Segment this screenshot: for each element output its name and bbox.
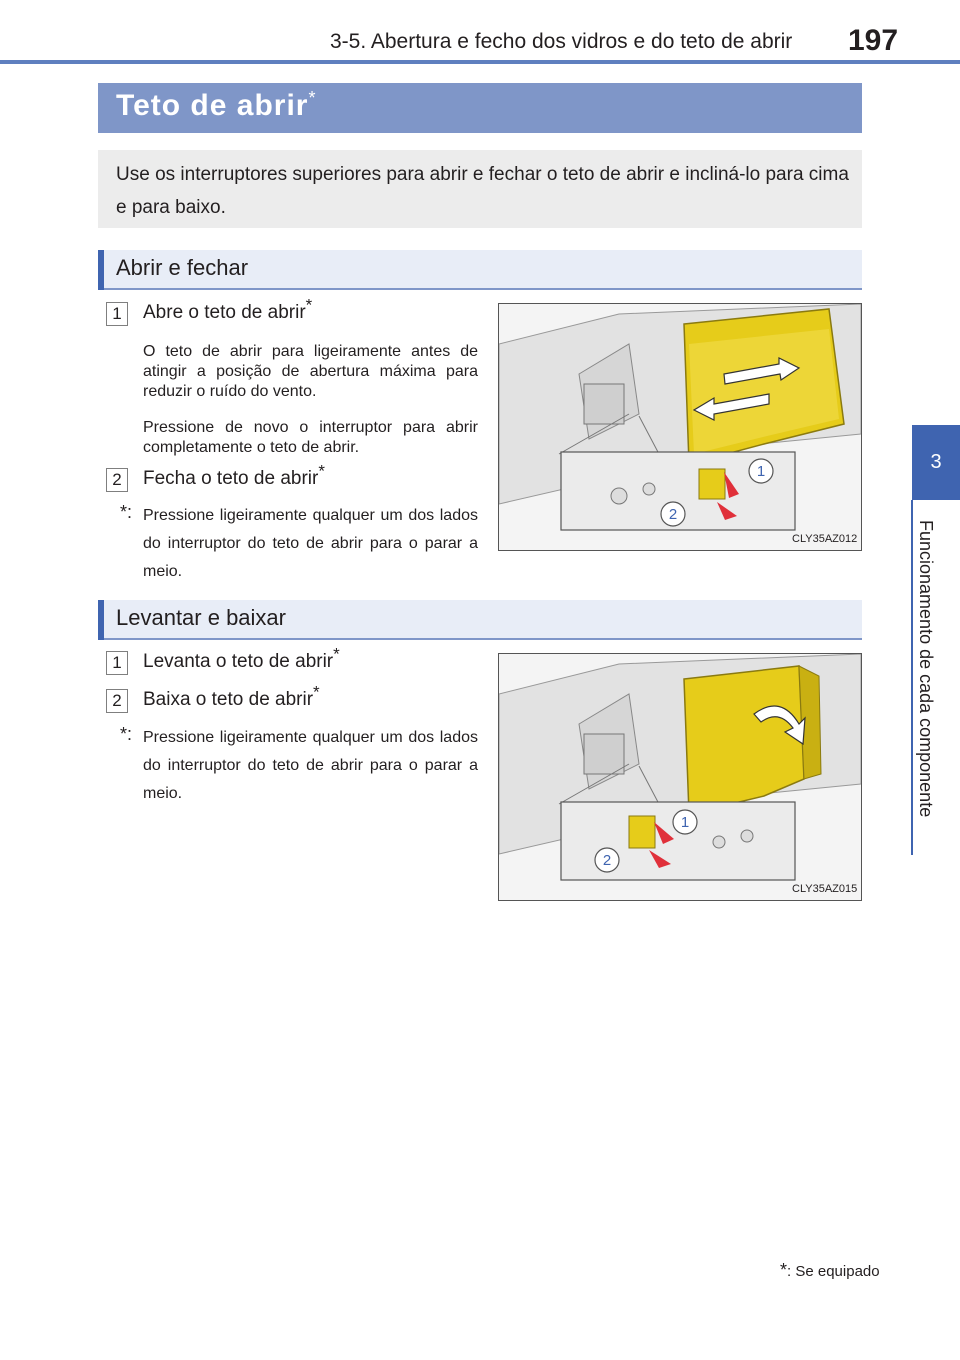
- note-marker: *:: [120, 724, 133, 744]
- item-label: Fecha o teto de abrir: [143, 468, 319, 489]
- item-open-roof: [143, 295, 313, 324]
- intro-text: Use os interruptores superiores para abrir e fechar o teto de abrir e incliná-lo para cima e para baixo.: [116, 164, 849, 218]
- item-number-badge: 2: [106, 468, 128, 492]
- chapter-tab-rule: [911, 500, 913, 855]
- subheading-marker: [98, 600, 104, 640]
- note-stop-midway: Pressione ligeiramente qualquer um dos lados do interruptor do teto de abrir para o parar a meio.: [143, 729, 478, 802]
- item-tilt-down: [143, 682, 320, 711]
- chapter-number: 3: [930, 451, 942, 473]
- item-number-badge: 1: [106, 302, 128, 326]
- footnote-marker: *: [780, 1260, 788, 1280]
- page-number: 197: [848, 24, 899, 57]
- item-number-badge: 1: [106, 651, 128, 675]
- figure-tilt: [498, 653, 862, 901]
- callout-1: 1: [756, 463, 766, 480]
- paragraph-wind-noise: O teto de abrir para ligeiramente antes de atingir a posição de abertura máxima para reduzir o ruído do vento.: [143, 343, 478, 400]
- figure-code: CLY35AZ012: [792, 533, 858, 545]
- page-title-text: Teto de abrir: [116, 89, 309, 122]
- item-tilt-up: [143, 644, 340, 673]
- chapter-title: Funcionamento de cada componente: [916, 520, 936, 818]
- figure-tilt-illustration: [499, 654, 861, 900]
- callout-1: 1: [680, 814, 690, 831]
- item-number-badge: 2: [106, 689, 128, 713]
- running-header-section: 3-5. Abertura e fecho dos vidros e do teto de abrir: [330, 30, 793, 53]
- footnote: [780, 1260, 880, 1281]
- header-rule: [0, 60, 960, 64]
- item-label: Baixa o teto de abrir: [143, 689, 314, 710]
- item-label: Abre o teto de abrir: [143, 302, 306, 323]
- footnote-text: : Se equipado: [787, 1263, 880, 1280]
- note-stop-midway: Pressione ligeiramente qualquer um dos lados do interruptor do teto de abrir para o parar a meio.: [143, 507, 478, 580]
- callout-2: 2: [602, 852, 612, 869]
- item-marker: *: [333, 644, 340, 664]
- page-title: [116, 88, 317, 123]
- optional-equipment-marker: *: [308, 88, 317, 108]
- chapter-tab: [912, 425, 960, 500]
- item-marker: *: [318, 461, 325, 481]
- subheading-marker: [98, 250, 104, 290]
- item-marker: *: [305, 295, 313, 315]
- item-close-roof: [143, 461, 325, 490]
- subheading-open-close: Abrir e fechar: [116, 255, 249, 280]
- item-marker: *: [313, 682, 320, 702]
- note-marker: *:: [120, 502, 133, 522]
- figure-code: CLY35AZ015: [792, 883, 858, 895]
- figure-open-close-illustration: [499, 304, 861, 550]
- subheading-tilt: Levantar e baixar: [116, 605, 286, 630]
- paragraph-open-fully: Pressione de novo o interruptor para abrir completamente o teto de abrir.: [143, 419, 478, 456]
- figure-open-close: [498, 303, 862, 551]
- item-label: Levanta o teto de abrir: [143, 651, 334, 672]
- callout-2: 2: [668, 506, 678, 523]
